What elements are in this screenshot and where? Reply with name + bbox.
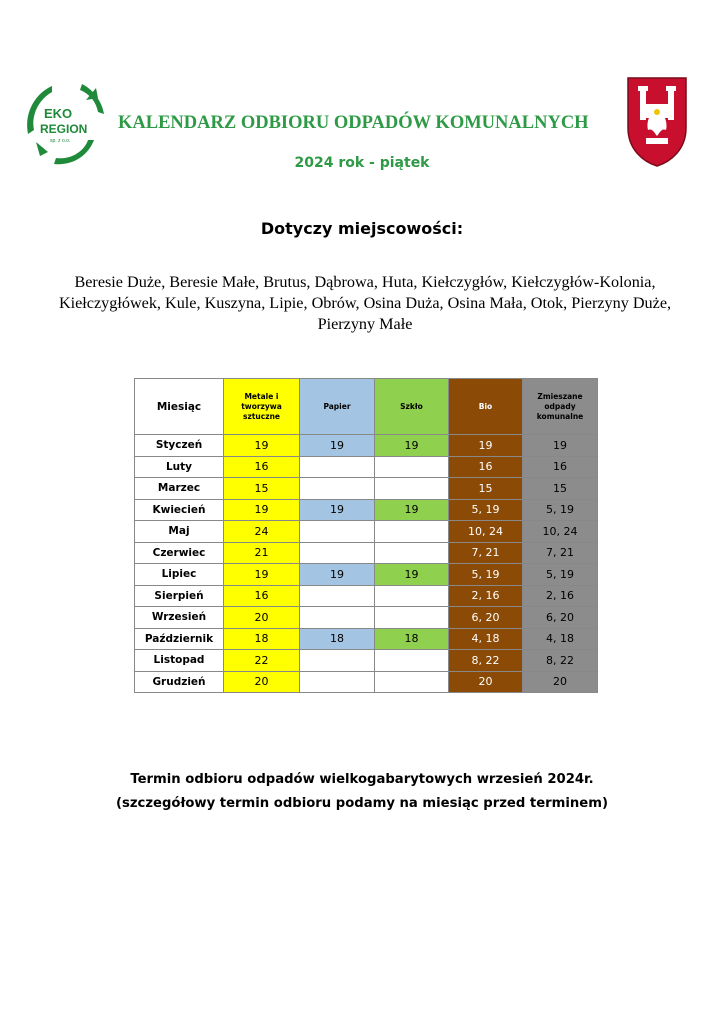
header-month: Miesiąc [135, 379, 224, 435]
header-paper: Papier [300, 379, 375, 435]
month-cell: Październik [135, 628, 224, 650]
table-row [135, 564, 598, 586]
month-cell: Luty [135, 456, 224, 478]
table-header-row [135, 379, 598, 435]
paper-cell [300, 671, 375, 693]
mixed-cell: 6, 20 [523, 607, 598, 629]
glass-cell [375, 478, 449, 500]
glass-cell [375, 607, 449, 629]
mixed-cell: 20 [523, 671, 598, 693]
logo-region: REGION [40, 122, 88, 136]
metal-cell: 24 [224, 521, 300, 543]
paper-cell: 19 [300, 435, 375, 457]
table-row [135, 456, 598, 478]
glass-cell [375, 650, 449, 672]
bio-cell: 5, 19 [449, 564, 523, 586]
coat-of-arms-icon [626, 76, 688, 168]
localities-heading: Dotyczy miejscowości: [260, 219, 464, 238]
metal-cell: 16 [224, 585, 300, 607]
localities-line: Kiełczygłówek, Kule, Kuszyna, Lipie, Obrów, Osina Duża, Osina Mała, Otok, Pierzyny Duże, [58, 294, 672, 312]
paper-cell [300, 478, 375, 500]
month-cell: Kwiecień [135, 499, 224, 521]
mixed-cell: 16 [523, 456, 598, 478]
bio-cell: 5, 19 [449, 499, 523, 521]
mixed-cell: 7, 21 [523, 542, 598, 564]
header-glass: Szkło [375, 379, 449, 435]
header-mixed-line: odpady [544, 401, 576, 411]
glass-cell [375, 456, 449, 478]
bulky-waste-detail: (szczegółowy termin odbioru podamy na miesiąc przed terminem) [115, 796, 609, 811]
bulky-waste-note [0, 768, 724, 816]
month-cell: Lipiec [135, 564, 224, 586]
glass-cell [375, 671, 449, 693]
metal-cell: 20 [224, 671, 300, 693]
collection-schedule-table [134, 378, 598, 693]
glass-cell [375, 521, 449, 543]
glass-cell: 19 [375, 435, 449, 457]
bio-cell: 15 [449, 478, 523, 500]
header-mixed-line: komunalne [536, 411, 584, 421]
month-cell: Wrzesień [135, 607, 224, 629]
bio-cell: 4, 18 [449, 628, 523, 650]
bulky-waste-date: Termin odbioru odpadów wielkogabarytowych wrzesień 2024r. [130, 772, 594, 787]
table-row [135, 521, 598, 543]
bio-cell: 8, 22 [449, 650, 523, 672]
glass-cell [375, 585, 449, 607]
mixed-cell: 15 [523, 478, 598, 500]
bio-cell: 19 [449, 435, 523, 457]
header-bio: Bio [449, 379, 523, 435]
metal-cell: 19 [224, 564, 300, 586]
metal-cell: 19 [224, 499, 300, 521]
table-row [135, 542, 598, 564]
metal-cell: 15 [224, 478, 300, 500]
table-row [135, 499, 598, 521]
mixed-cell: 5, 19 [523, 564, 598, 586]
mixed-cell: 2, 16 [523, 585, 598, 607]
bio-cell: 20 [449, 671, 523, 693]
glass-cell: 18 [375, 628, 449, 650]
header-mixed [523, 379, 598, 435]
paper-cell [300, 456, 375, 478]
page-title: KALENDARZ ODBIORU ODPADÓW KOMUNALNYCH [118, 113, 589, 133]
page-subtitle: 2024 rok - piątek [294, 155, 430, 171]
table-row [135, 585, 598, 607]
table-row [135, 628, 598, 650]
header-metal [224, 379, 300, 435]
bio-cell: 6, 20 [449, 607, 523, 629]
table-row [135, 435, 598, 457]
localities-line: Beresie Duże, Beresie Małe, Brutus, Dąbrowa, Huta, Kiełczygłów, Kiełczygłów-Kolonia, [74, 273, 656, 291]
month-cell: Sierpień [135, 585, 224, 607]
table-row [135, 650, 598, 672]
mixed-cell: 5, 19 [523, 499, 598, 521]
bio-cell: 10, 24 [449, 521, 523, 543]
paper-cell [300, 650, 375, 672]
metal-cell: 20 [224, 607, 300, 629]
header-metal-line: sztuczne [243, 411, 280, 421]
header-mixed-line: Zmieszane [537, 391, 583, 401]
paper-cell: 19 [300, 499, 375, 521]
month-cell: Czerwiec [135, 542, 224, 564]
glass-cell: 19 [375, 564, 449, 586]
metal-cell: 16 [224, 456, 300, 478]
metal-cell: 18 [224, 628, 300, 650]
month-cell: Marzec [135, 478, 224, 500]
mixed-cell: 8, 22 [523, 650, 598, 672]
paper-cell [300, 542, 375, 564]
metal-cell: 19 [224, 435, 300, 457]
month-cell: Listopad [135, 650, 224, 672]
localities-list [40, 272, 690, 335]
localities-line: Pierzyny Małe [317, 315, 413, 333]
header-metal-line: Metale i [244, 391, 279, 401]
paper-cell [300, 585, 375, 607]
mixed-cell: 4, 18 [523, 628, 598, 650]
table-row [135, 607, 598, 629]
paper-cell: 19 [300, 564, 375, 586]
month-cell: Maj [135, 521, 224, 543]
mixed-cell: 19 [523, 435, 598, 457]
bio-cell: 2, 16 [449, 585, 523, 607]
table-row [135, 478, 598, 500]
paper-cell [300, 521, 375, 543]
metal-cell: 22 [224, 650, 300, 672]
logo-eko: EKO [44, 106, 73, 121]
paper-cell: 18 [300, 628, 375, 650]
bio-cell: 16 [449, 456, 523, 478]
glass-cell: 19 [375, 499, 449, 521]
glass-cell [375, 542, 449, 564]
logo-company-type: sp. z o.o. [50, 138, 71, 144]
table-row [135, 671, 598, 693]
header-metal-line: tworzywa [241, 401, 282, 411]
mixed-cell: 10, 24 [523, 521, 598, 543]
bio-cell: 7, 21 [449, 542, 523, 564]
metal-cell: 21 [224, 542, 300, 564]
paper-cell [300, 607, 375, 629]
month-cell: Styczeń [135, 435, 224, 457]
month-cell: Grudzień [135, 671, 224, 693]
